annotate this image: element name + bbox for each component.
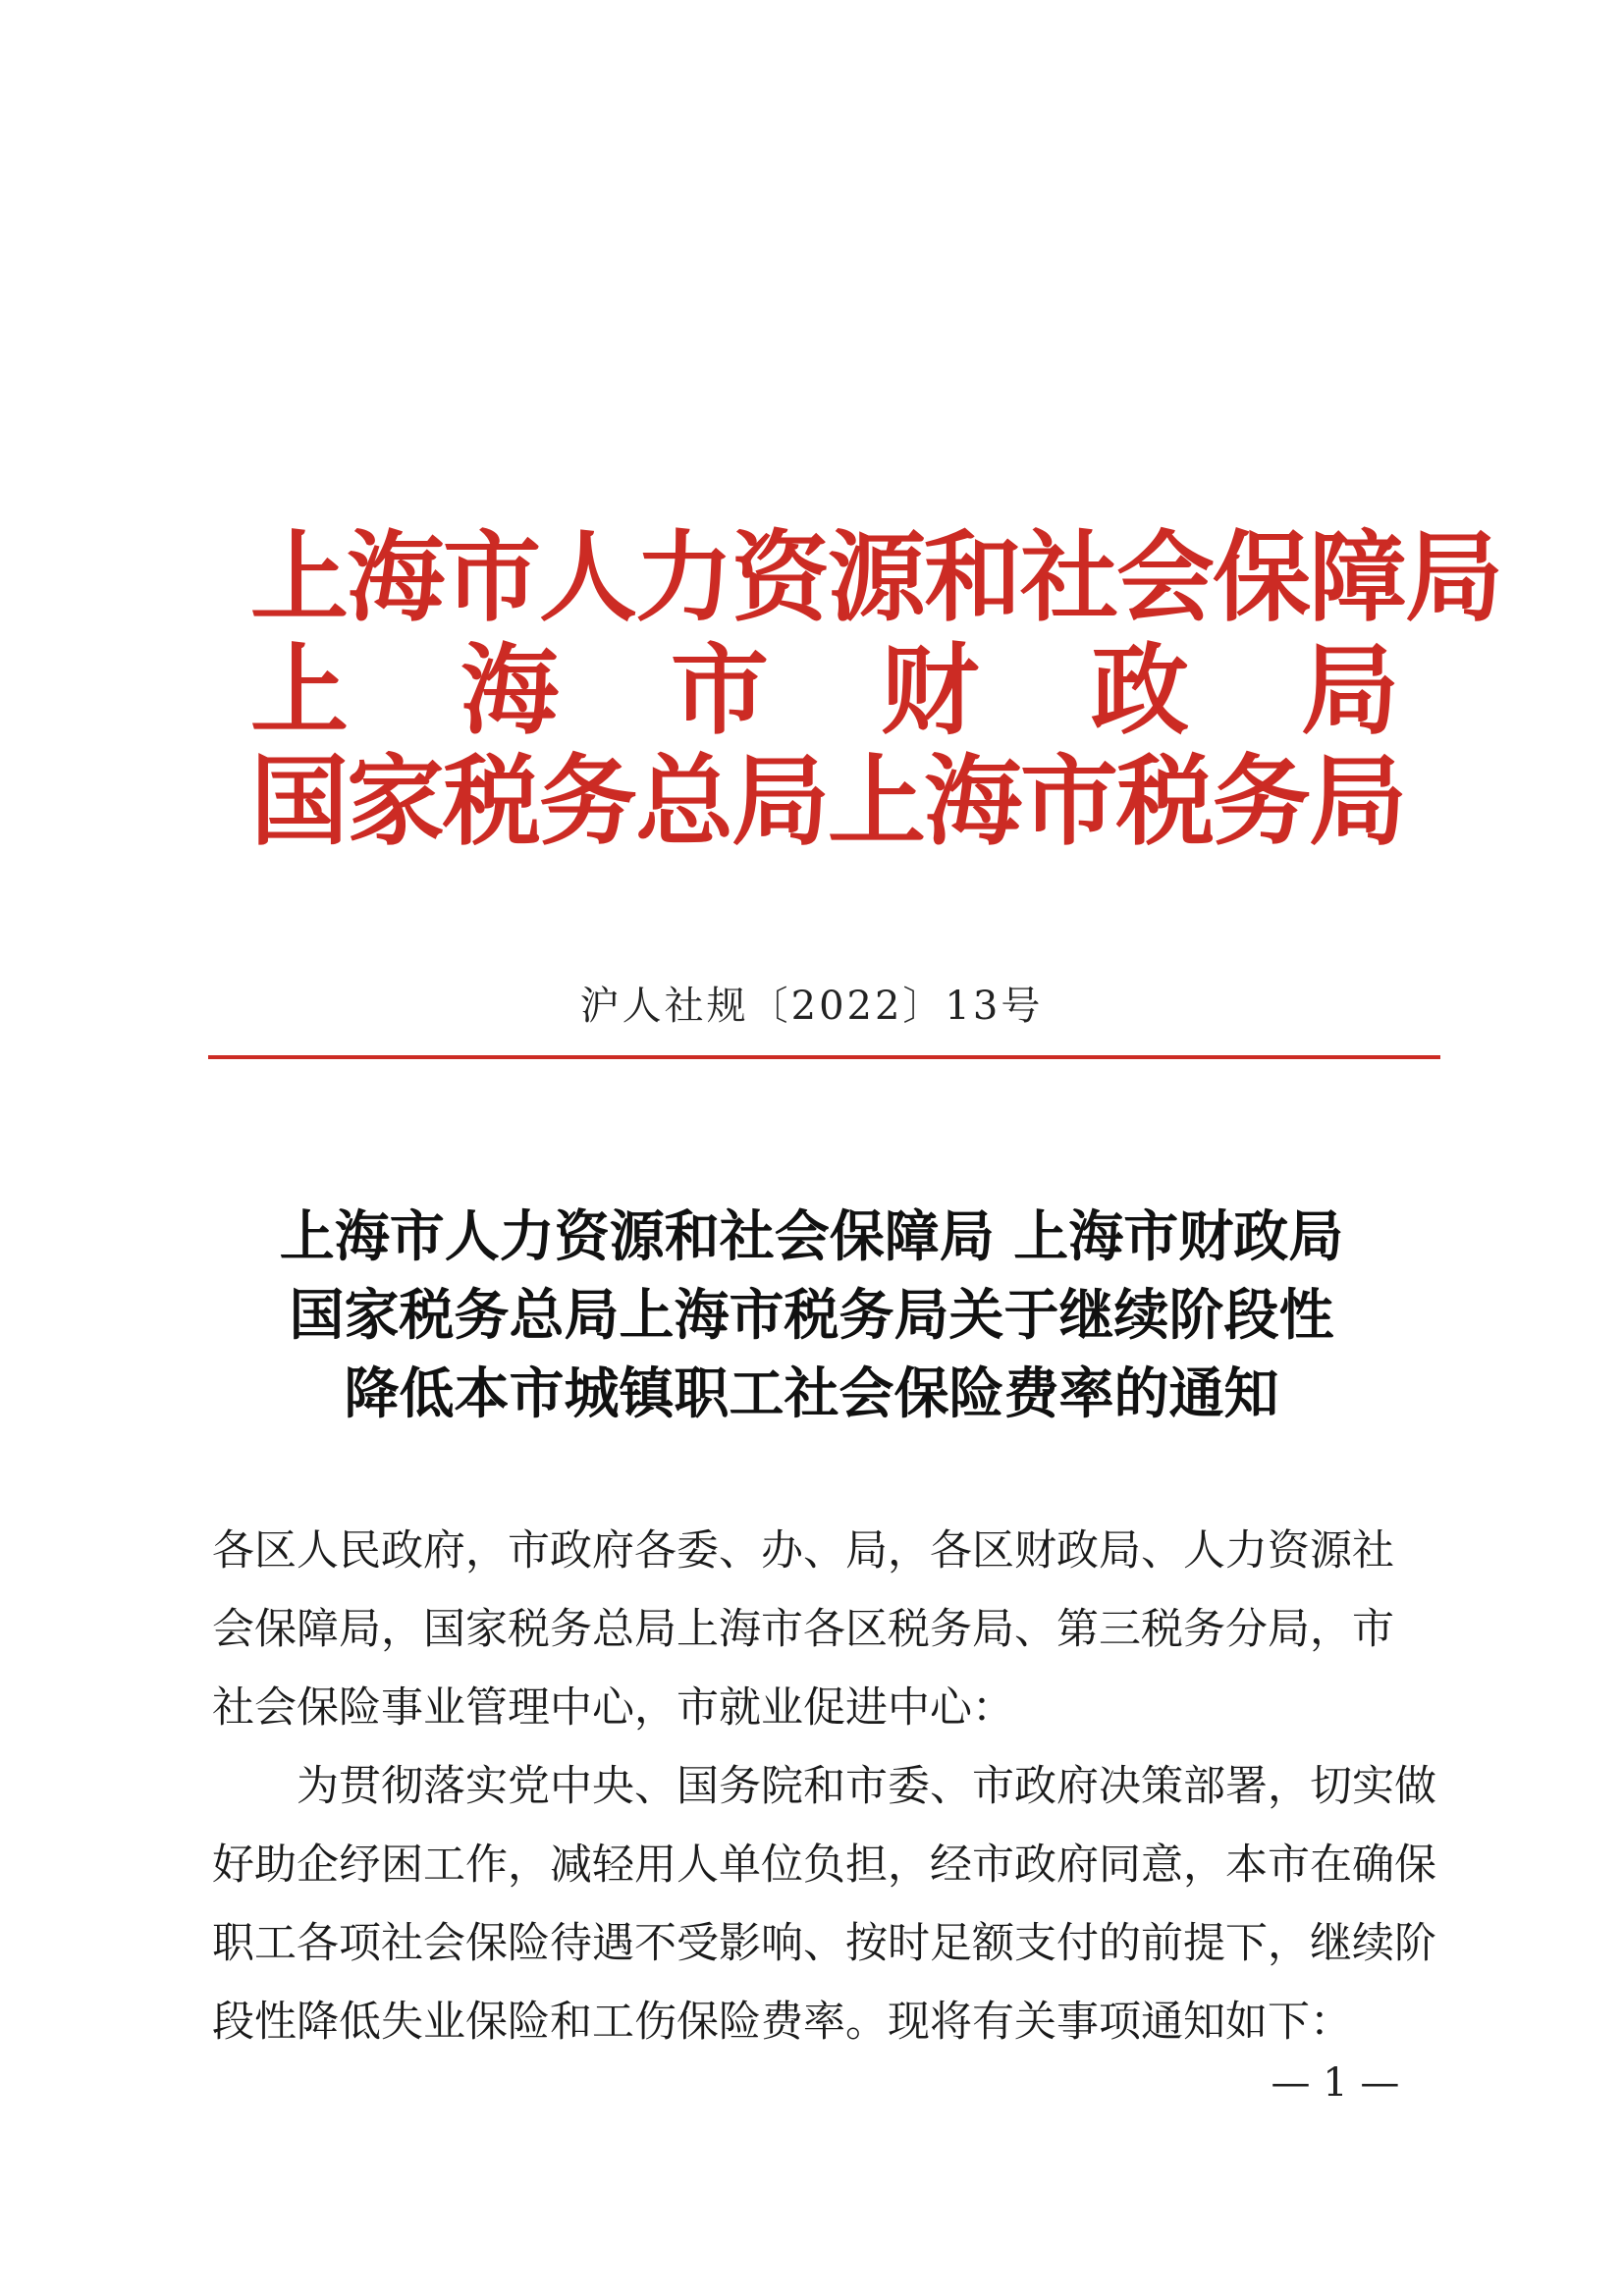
issuer-char: 海 — [460, 633, 559, 748]
issuer-char: 局 — [1301, 633, 1399, 748]
red-divider-rule — [208, 1055, 1440, 1059]
page-number: — 1 — — [1271, 2060, 1400, 2106]
issuer-char: 政 — [1091, 633, 1189, 748]
issuer-char: 上 — [250, 633, 349, 748]
body-line: 各区人民政府，市政府各委、办、局，各区财政局、人力资源社 — [212, 1526, 1394, 1575]
document-title-line: 降低本市城镇职工社会保险费率的通知 — [344, 1362, 1279, 1426]
body-line: 职工各项社会保险待遇不受影响、按时足额支付的前提下，继续阶 — [212, 1919, 1436, 1968]
body-line: 段性降低失业保险和工伤保险费率。现将有关事项通知如下： — [212, 1998, 1352, 2047]
document-title-line: 国家税务总局上海市税务局关于继续阶段性 — [289, 1284, 1334, 1348]
issuer-char: 市 — [671, 633, 769, 748]
document-number: 沪人社规〔2022〕13号 — [579, 984, 1044, 1029]
body-line: 社会保险事业管理中心，市就业促进中心： — [212, 1683, 1014, 1733]
body-line: 会保障局，国家税务总局上海市各区税务局、第三税务分局，市 — [212, 1605, 1394, 1654]
document-title-line: 上海市人力资源和社会保障局 上海市财政局 — [279, 1205, 1344, 1269]
issuer-line-hr-bureau: 上海市人力资源和社会保障局 — [250, 520, 1501, 635]
issuer-line-finance-bureau — [250, 633, 1399, 749]
body-line: 为贯彻落实党中央、国务院和市委、市政府决策部署，切实做 — [212, 1762, 1436, 1811]
body-line: 好助企纾困工作，减轻用人单位负担，经市政府同意，本市在确保 — [212, 1841, 1436, 1890]
issuer-char: 财 — [881, 633, 979, 748]
issuer-line-tax-bureau: 国家税务总局上海市税务局 — [250, 744, 1405, 859]
